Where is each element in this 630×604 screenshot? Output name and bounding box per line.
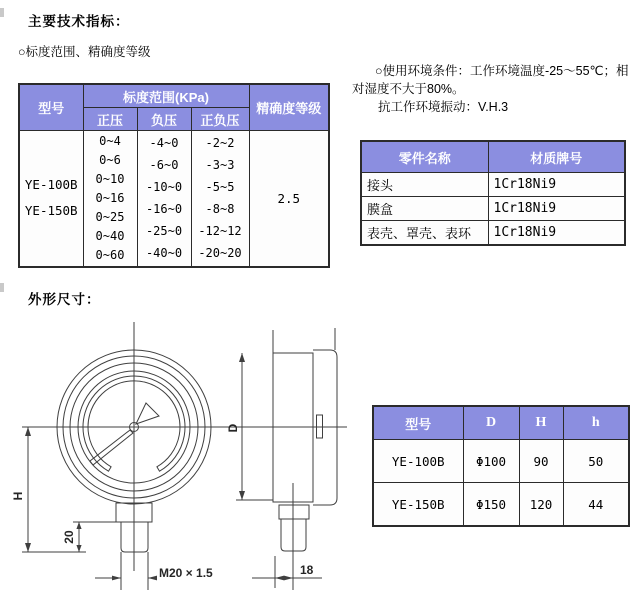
gauge-technical-drawing (0, 315, 360, 604)
table-header-row (373, 406, 629, 440)
stem-dimension-label: 20 (62, 530, 76, 544)
material-grade: 1Cr18Ni9 (488, 173, 625, 197)
pointer-needle (90, 430, 133, 465)
material-grade: 1Cr18Ni9 (488, 221, 625, 246)
part-name: 膜盒 (361, 197, 488, 221)
col-header-h-lower: h (563, 406, 629, 440)
table-header-row (19, 84, 329, 108)
model-cell: YE-150B (373, 483, 463, 527)
col-header-negative: 负压 (137, 108, 191, 131)
table-row (373, 483, 629, 527)
env-condition-line1: ○使用环境条件：工作环境温度-25～55℃；相 (375, 64, 629, 78)
col-header-range: 标度范围(KPa) (83, 84, 249, 108)
model-cell (19, 131, 83, 267)
posneg-range-cell: -2~2 -3~3 -5~5 -8~8 -12~12 -20~20 (191, 131, 249, 267)
model-value: YE-150B (24, 203, 78, 219)
table-data-row (19, 131, 329, 267)
table-row (361, 221, 625, 246)
positive-range-cell: 0~4 0~6 0~10 0~16 0~25 0~40 0~60 (83, 131, 137, 267)
scale-range-subtitle: ○标度范围、精确度等级 (18, 45, 151, 59)
scale-range-table (18, 83, 330, 268)
part-name: 接头 (361, 173, 488, 197)
thread-dimension-label: M20 × 1.5 (159, 566, 213, 580)
width-dimension-label: 18 (300, 563, 314, 577)
material-table (360, 140, 626, 246)
part-name: 表壳、罩壳、表环 (361, 221, 488, 246)
table-row (373, 440, 629, 483)
h-value: 120 (519, 483, 563, 527)
col-header-material: 材质牌号 (488, 141, 625, 173)
material-grade: 1Cr18Ni9 (488, 197, 625, 221)
h-dimension-label: H (11, 491, 25, 501)
model-value: YE-100B (24, 177, 78, 193)
col-header-posneg: 正负压 (191, 108, 249, 131)
col-header-model: 型号 (19, 84, 83, 131)
model-cell: YE-100B (373, 440, 463, 483)
col-header-d: D (463, 406, 519, 440)
table-row (361, 173, 625, 197)
col-header-h-upper: H (519, 406, 563, 440)
stem-neck (279, 505, 309, 519)
d-dimension-label: D (226, 423, 240, 433)
pointer-tail-wedge (136, 403, 159, 424)
h2-value: 50 (563, 440, 629, 483)
col-header-positive: 正压 (83, 108, 137, 131)
col-header-accuracy: 精确度等级 (249, 84, 329, 131)
h-value: 90 (519, 440, 563, 483)
h2-value: 44 (563, 483, 629, 527)
d-value: Φ100 (463, 440, 519, 483)
env-condition-line2: 对湿度不大于80%。 (352, 82, 465, 96)
gauge-front-view (11, 322, 347, 590)
negative-range-cell: -4~0 -6~0 -10~0 -16~0 -25~0 -40~0 (137, 131, 191, 267)
env-condition-line3: 抗工作环境振动：V.H.3 (378, 100, 509, 114)
accuracy-cell: 2.5 (249, 131, 329, 267)
table-row (361, 197, 625, 221)
page-title: 主要技术指标： (28, 14, 130, 29)
table-header-row (361, 141, 625, 173)
d-value: Φ150 (463, 483, 519, 527)
gauge-side-view (226, 328, 337, 590)
dimension-table (372, 405, 630, 527)
outline-dimensions-title: 外形尺寸： (28, 292, 101, 307)
col-header-part: 零件名称 (361, 141, 488, 173)
col-header-model: 型号 (373, 406, 463, 440)
edge-artifact-top (0, 8, 4, 17)
edge-artifact-bottom (0, 283, 4, 292)
